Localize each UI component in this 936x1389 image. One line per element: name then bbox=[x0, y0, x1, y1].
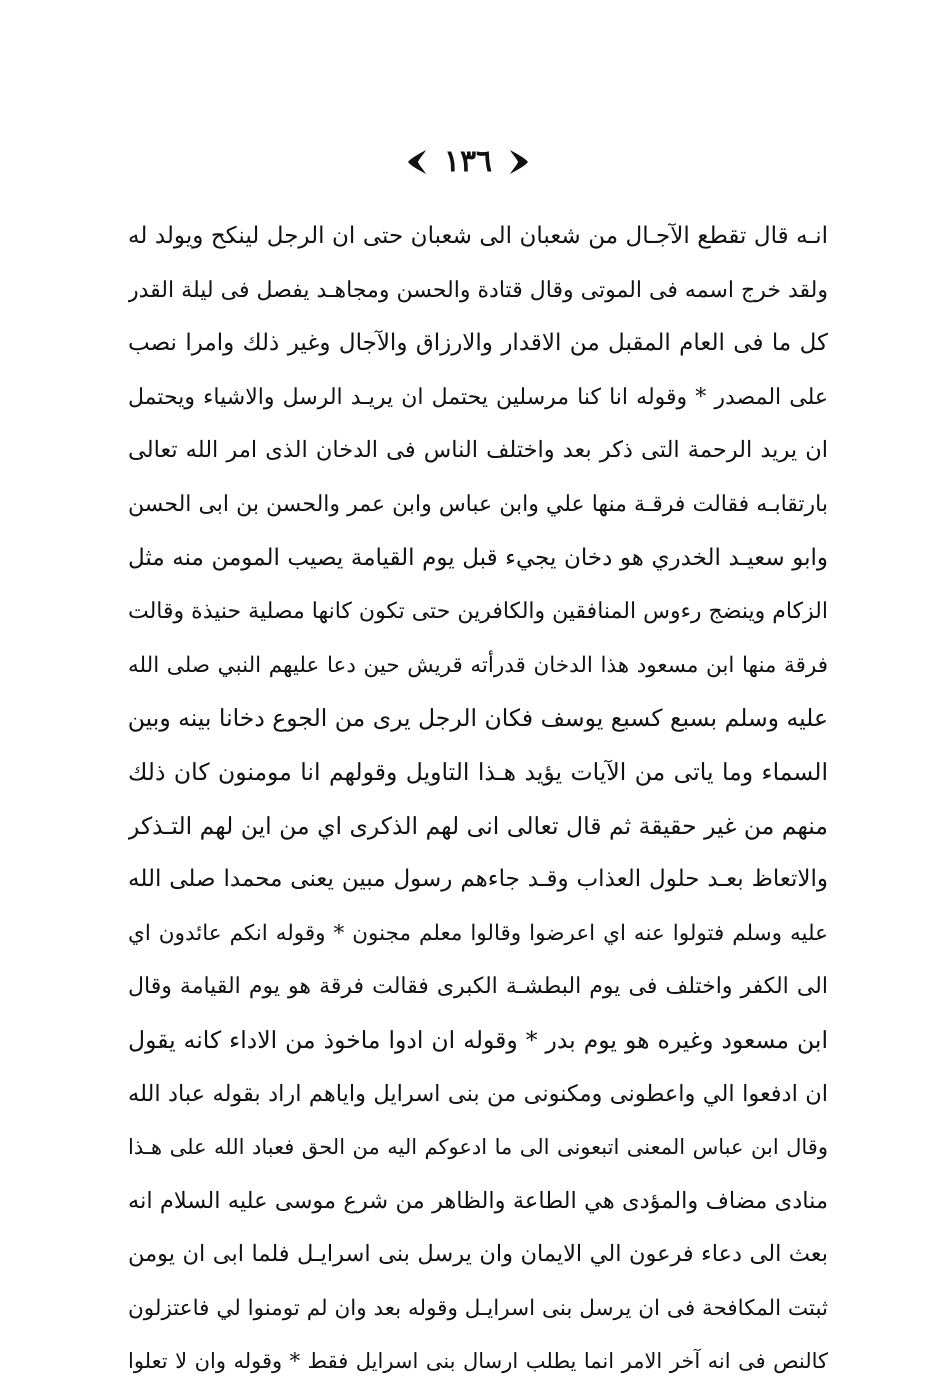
text-line: ولقد خرج اسمه فى الموتى وقال قتادة والحسن ومجاهـد يفصل فى ليلة القدر bbox=[128, 277, 828, 303]
text-line: على المصدر * وقوله انا كنا مرسلين يحتمل ان يريـد الرسل والاشياء ويحتمل bbox=[128, 384, 828, 410]
text-line: فرقة منها ابن مسعود هذا الدخان قدرأته قريش حين دعا عليهم النبي صلى الله bbox=[128, 652, 828, 678]
page-number: ١٣٦ bbox=[443, 144, 493, 179]
text-line: عليه وسلم بسبع كسبع يوسف فكان الرجل يرى من الجوع دخانا بينه وبين bbox=[128, 704, 828, 733]
text-line: وقال ابن عباس المعنى اتبعونى الى ما ادعوكم اليه من الحق فعباد الله على هـذا bbox=[128, 1135, 828, 1160]
text-line: وابو سعيـد الخدري هو دخان يجيء قبل يوم القيامة يصيب المومن منه مثل bbox=[128, 544, 828, 571]
text-line: ان يريد الرحمة التى ذكر بعد واختلف الناس فى الدخان الذى امر الله تعالى bbox=[128, 437, 828, 464]
text-line: منهم من غير حقيقة ثم قال تعالى انى لهم الذكرى اي من اين لهم التـذكر bbox=[128, 811, 828, 840]
text-line: الزكام وينضج رءوس المنافقين والكافرين حتى تكون كانها مصلية حنيذة وقالت bbox=[128, 599, 828, 625]
page-header bbox=[0, 140, 936, 184]
text-line: ثبتت المكافحة فى ان يرسل بنى اسرايـل وقوله بعد وان لم تومنوا لي فاعتزلون bbox=[128, 1295, 828, 1321]
body-text bbox=[128, 210, 828, 1389]
text-line: بعث الى دعاء فرعون الي الايمان وان يرسل بنى اسرايـل فلما ابى ان يومن bbox=[128, 1241, 828, 1268]
text-line: بارتقابـه فقالت فرقـة منها علي وابن عباس وابن عمر والحسن بن ابى الحسن bbox=[128, 491, 828, 517]
text-line: الى الكفر واختلف فى يوم البطشـة الكبرى فقالت فرقة هو يوم القيامة وقال bbox=[128, 974, 828, 1000]
text-line: ان ادفعوا الي واعطونى ومكنونى من بنى اسرايل واياهم اراد بقوله عباد الله bbox=[128, 1080, 828, 1107]
text-line: كالنص فى انه آخر الامر انما يطلب ارسال بنى اسرايل فقط * وقوله وان لا تعلوا bbox=[128, 1349, 828, 1374]
text-line: منادى مضاف والمؤدى هي الطاعة والظاهر من شرع موسى عليه السلام انه bbox=[128, 1187, 828, 1214]
right-ornament-icon bbox=[508, 149, 530, 175]
text-line: انـه قال تقطع الآجـال من شعبان الى شعبان حتى ان الرجل لينكح ويولد له bbox=[128, 223, 828, 249]
text-line: ابن مسعود وغيره هو يوم بدر * وقوله ان ادوا ماخوذ من الاداء كانه يقول bbox=[128, 1025, 828, 1054]
text-line: السماء وما ياتى من الآيات يؤيد هـذا التاويل وقولهم انا مومنون كان ذلك bbox=[128, 757, 828, 786]
text-line: كل ما فى العام المقبل من الاقدار والارزاق والآجال وغير ذلك وامرا نصب bbox=[128, 330, 828, 357]
text-line: والاتعاظ بعـد حلول العذاب وقـد جاءهم رسول مبين يعنى محمدا صلى الله bbox=[128, 866, 828, 893]
left-ornament-icon bbox=[406, 149, 428, 175]
text-line: عليه وسلم فتولوا عنه اي اعرضوا وقالوا معلم مجنون * وقوله انكم عائدون اي bbox=[128, 920, 828, 946]
